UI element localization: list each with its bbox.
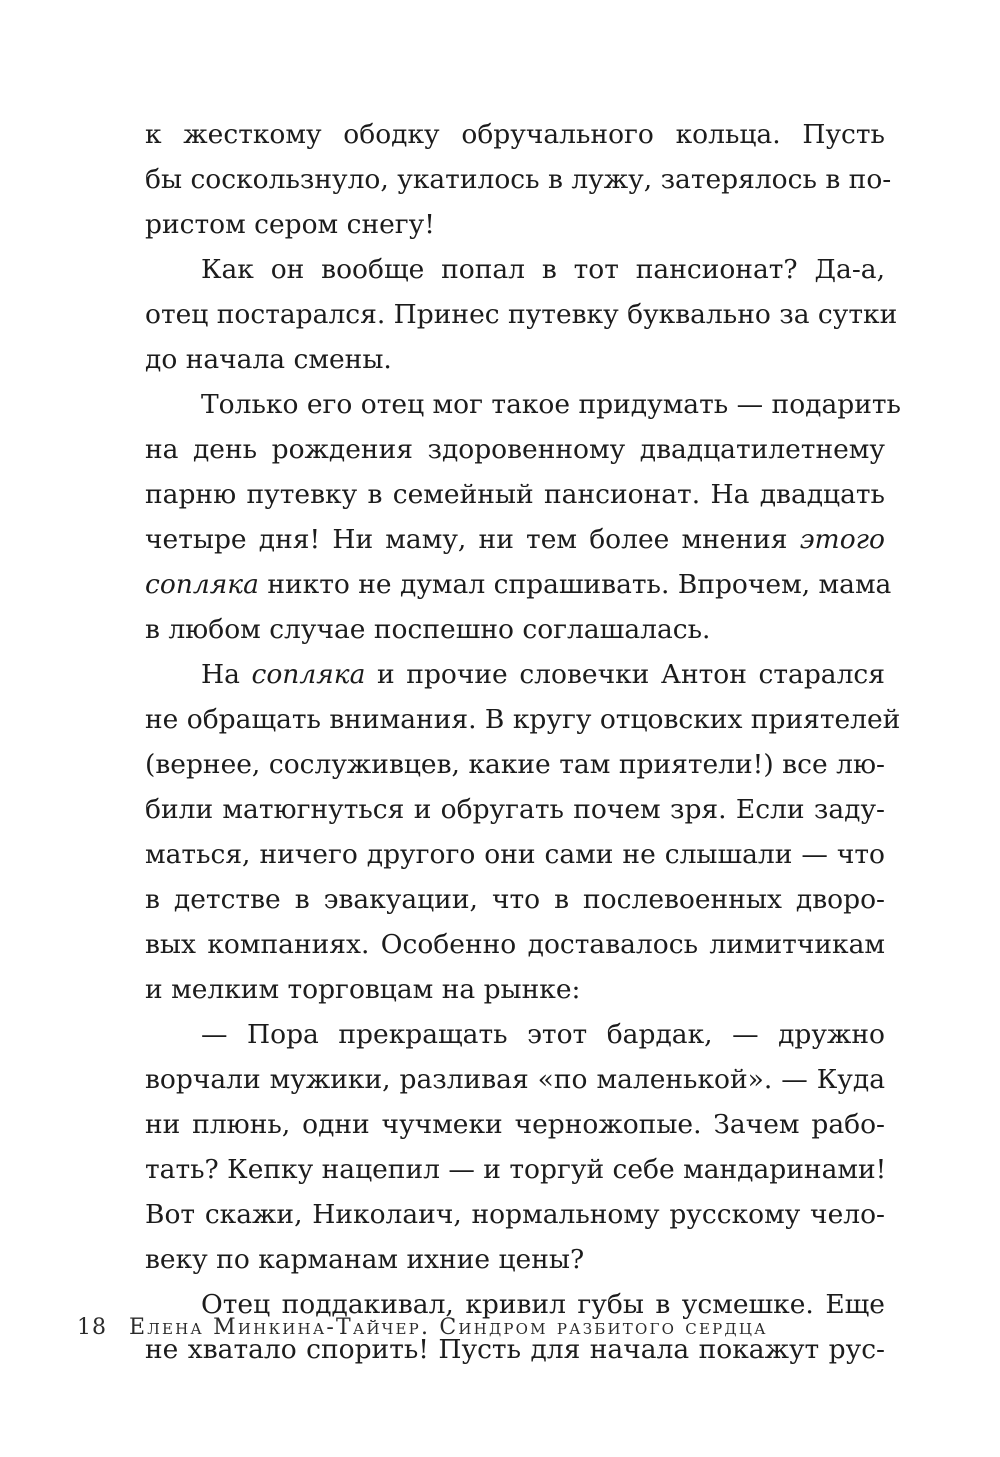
body-text — [145, 112, 901, 1372]
text-line: маться, ничего другого они сами не слышали — что — [145, 839, 885, 870]
page-footer — [77, 1308, 877, 1348]
text-line: четыре дня! Ни маму, ни тем более мнения этого — [145, 524, 885, 555]
italic-word: сопляка — [145, 569, 259, 600]
text-line: вых компаниях. Особенно доставалось лимитчикам — [145, 929, 885, 960]
text-line: ристом сером снегу! — [145, 209, 435, 240]
text-line: до начала смены. — [145, 344, 392, 375]
italic-word: сопляка — [251, 659, 366, 690]
page-number: 18 — [77, 1315, 107, 1340]
text-line: в любом случае поспешно соглашалась. — [145, 614, 711, 645]
text-line: ни плюнь, одни чучмеки черножопые. Зачем рабо- — [145, 1109, 885, 1140]
running-head: Елена Минкина-Тайчер. Синдром разбитого сердца — [129, 1315, 768, 1340]
text-line: На сопляка и прочие словечки Антон старался — [201, 659, 885, 690]
text-line: отец постарался. Принес путевку буквально за сутки — [145, 299, 898, 330]
text-line: (вернее, сослуживцев, какие там приятели!) все лю- — [145, 749, 885, 780]
text-line: и мелким торговцам на рынке: — [145, 974, 581, 1005]
text-line: парню путевку в семейный пансионат. На двадцать — [145, 479, 885, 510]
italic-word: этого — [799, 524, 885, 555]
text-line: к жесткому ободку обручального кольца. Пусть — [145, 119, 885, 150]
text-line: Как он вообще попал в тот пансионат? Да-а, — [201, 254, 885, 285]
text-line: Только его отец мог такое придумать — подарить — [201, 389, 901, 420]
text-line: тать? Кепку нацепил — и торгуй себе мандаринами! — [145, 1154, 887, 1185]
text-line: не хватало спорить! Пусть для начала покажут рус- — [145, 1334, 885, 1365]
text-line: били матюгнуться и обругать почем зря. Если заду- — [145, 794, 885, 825]
text-line: веку по карманам ихние цены? — [145, 1244, 585, 1275]
text-line: бы соскользнуло, укатилось в лужу, затерялось в по- — [145, 164, 892, 195]
text-line: в детстве в эвакуации, что в послевоенных дворо- — [145, 884, 885, 915]
text-line: ворчали мужики, разливая «по маленькой». — Куда — [145, 1064, 885, 1095]
text-line: сопляка никто не думал спрашивать. Впрочем, мама — [145, 569, 892, 600]
text-line: не обращать внимания. В кругу отцовских приятелей — [145, 704, 901, 735]
text-line: — Пора прекращать этот бардак, — дружно — [201, 1019, 885, 1050]
text-line: Вот скажи, Николаич, нормальному русскому чело- — [145, 1199, 885, 1230]
text-line: Отец поддакивал, кривил губы в усмешке. Еще — [201, 1289, 885, 1320]
text-line: на день рождения здоровенному двадцатилетнему — [145, 434, 885, 465]
